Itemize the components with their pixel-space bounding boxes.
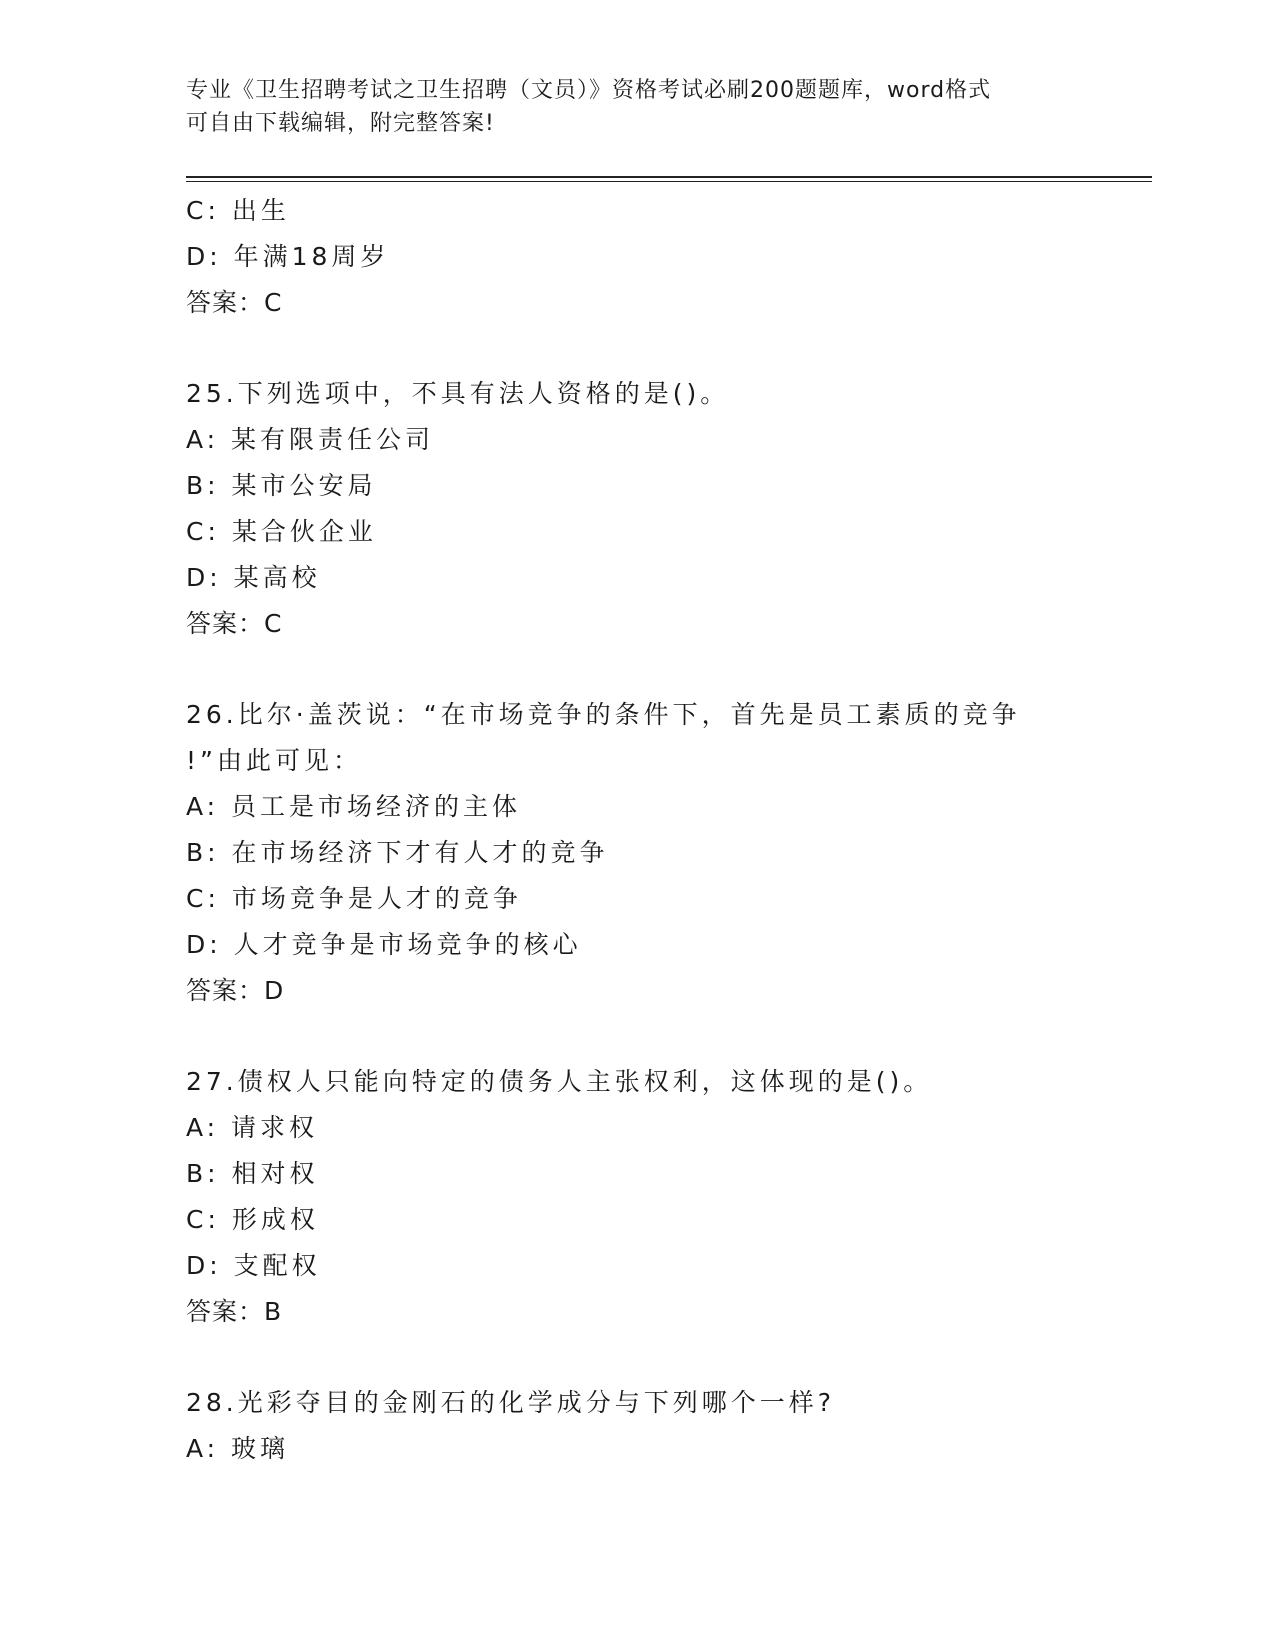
document-header xyxy=(186,74,1086,140)
option-a: A: 玻璃 xyxy=(186,1434,290,1463)
option-d: D: 人才竞争是市场竞争的核心 xyxy=(186,930,582,959)
spacer xyxy=(186,1014,1086,1059)
answer-line: 答案：C xyxy=(186,609,283,638)
option-b: B: 某市公安局 xyxy=(186,471,377,500)
question-28 xyxy=(186,1380,1086,1472)
option-b: B: 相对权 xyxy=(186,1159,319,1188)
option-a: A: 某有限责任公司 xyxy=(186,425,435,454)
header-divider-thick xyxy=(186,176,1152,178)
header-divider-thin xyxy=(186,181,1152,182)
option-d: D: 某高校 xyxy=(186,563,321,592)
spacer xyxy=(186,326,1086,371)
question-27 xyxy=(186,1059,1086,1335)
question-stem-line-2: !”由此可见： xyxy=(186,746,362,775)
question-stem-line-1: 26.比尔·盖茨说：“在市场竞争的条件下，首先是员工素质的竞争 xyxy=(186,700,1021,729)
option-c: C: 某合伙企业 xyxy=(186,517,377,546)
header-line-2: 可自由下载编辑，附完整答案! xyxy=(186,111,495,136)
option-d: D: 年满18周岁 xyxy=(186,242,390,271)
answer-line: 答案：B xyxy=(186,1297,283,1326)
answer-line: 答案：C xyxy=(186,288,283,317)
question-26 xyxy=(186,692,1086,1014)
answer-line: 答案：D xyxy=(186,976,285,1005)
option-c: C: 出生 xyxy=(186,196,290,225)
question-list xyxy=(186,188,1086,1472)
question-stem: 27.债权人只能向特定的债务人主张权利，这体现的是()。 xyxy=(186,1067,933,1096)
question-stem: 25.下列选项中，不具有法人资格的是()。 xyxy=(186,379,730,408)
option-a: A: 请求权 xyxy=(186,1113,319,1142)
question-stem: 28.光彩夺目的金刚石的化学成分与下列哪个一样? xyxy=(186,1388,836,1417)
question-25 xyxy=(186,371,1086,647)
option-d: D: 支配权 xyxy=(186,1251,321,1280)
option-c: C: 市场竞争是人才的竞争 xyxy=(186,884,522,913)
spacer xyxy=(186,1335,1086,1380)
spacer xyxy=(186,647,1086,692)
header-line-1: 专业《卫生招聘考试之卫生招聘（文员）》资格考试必刷200题题库，word格式 xyxy=(186,78,992,103)
option-b: B: 在市场经济下才有人才的竞争 xyxy=(186,838,609,867)
option-c: C: 形成权 xyxy=(186,1205,319,1234)
question-24-tail xyxy=(186,188,1086,326)
option-a: A: 员工是市场经济的主体 xyxy=(186,792,522,821)
